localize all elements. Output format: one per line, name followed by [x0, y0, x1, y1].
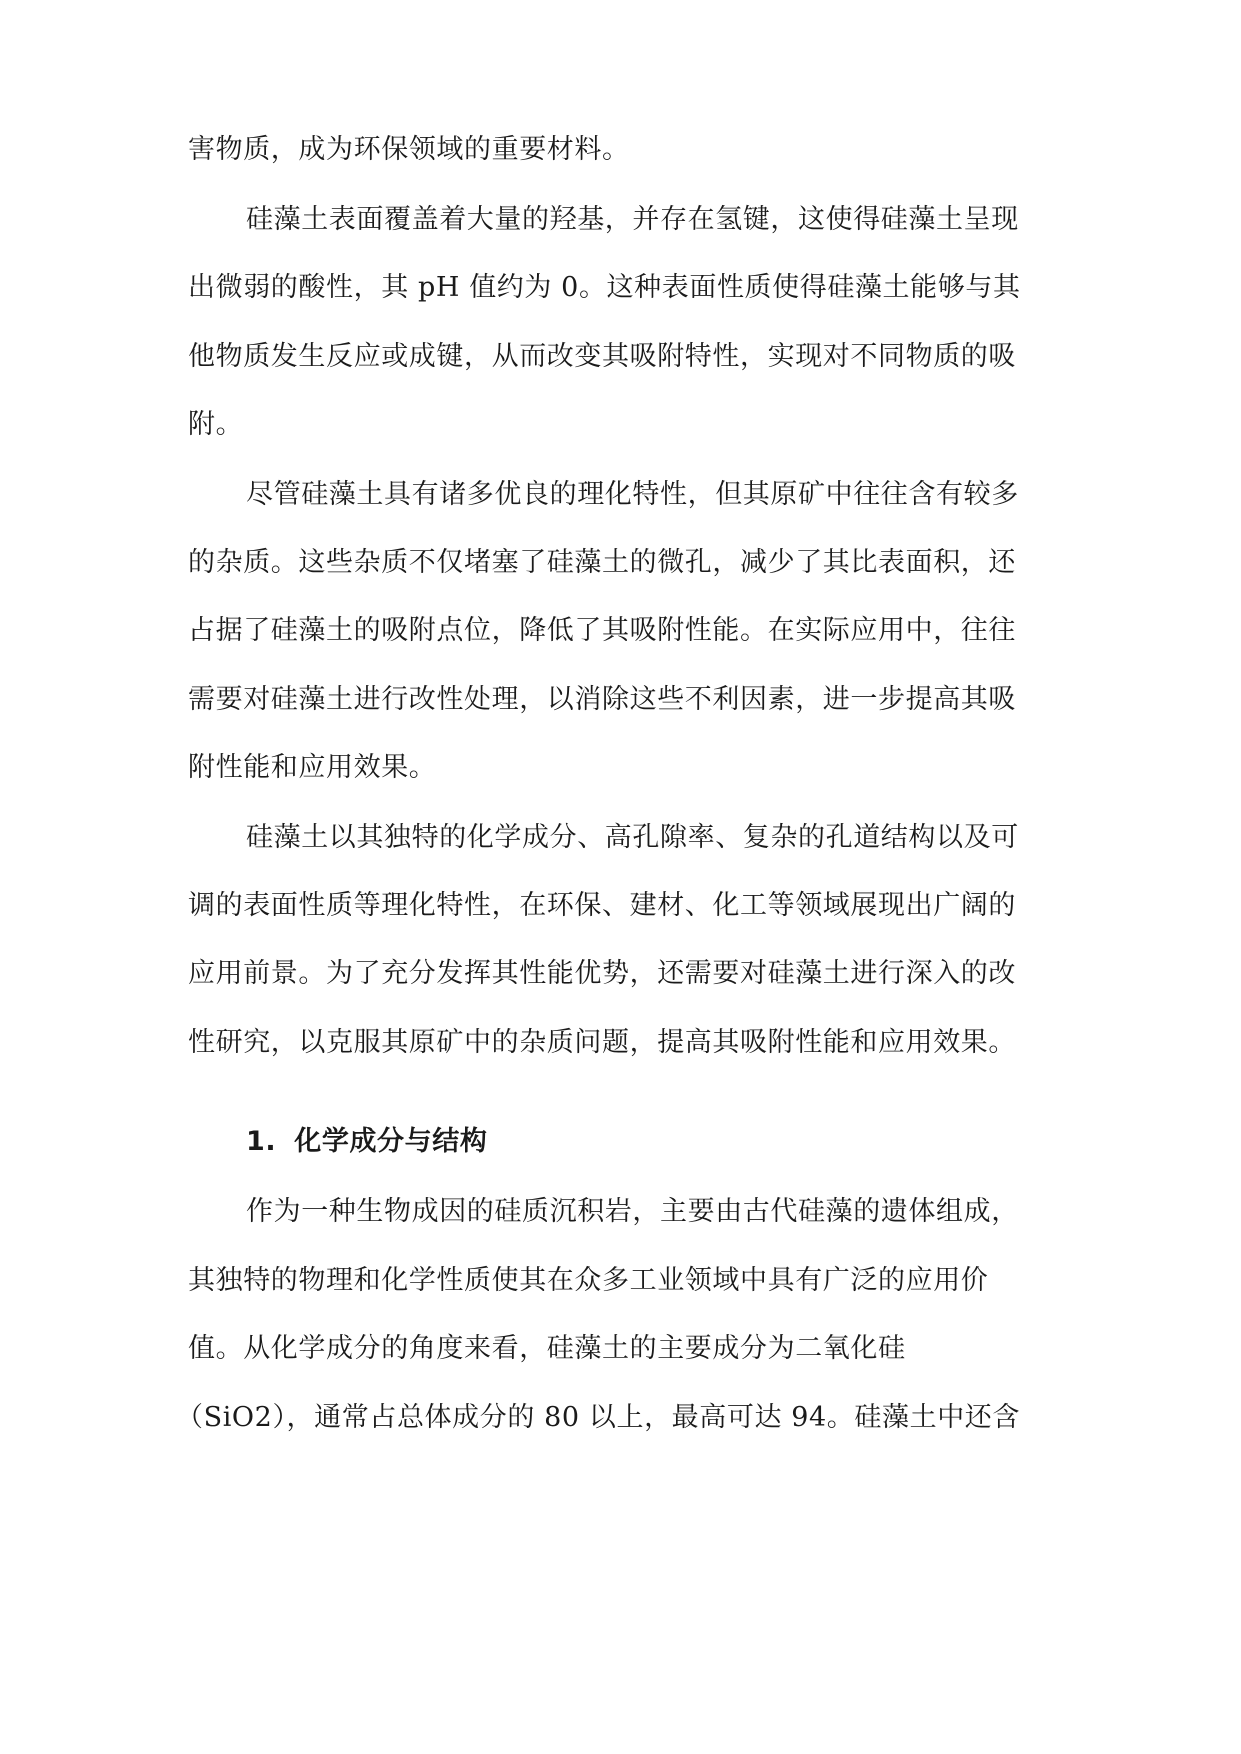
- text-line: 需要对硅藻土进行改性处理，以消除这些不利因素，进一步提高其吸: [188, 684, 1016, 715]
- text-line: 附性能和应用效果。: [188, 752, 437, 783]
- text-line: 值。从化学成分的角度来看，硅藻土的主要成分为二氧化硅: [188, 1333, 906, 1364]
- text-line: 的杂质。这些杂质不仅堵塞了硅藻土的微孔，减少了其比表面积，还: [188, 547, 1016, 578]
- text-line: 占据了硅藻土的吸附点位，降低了其吸附性能。在实际应用中，往往: [188, 615, 1016, 646]
- text-line: 出微弱的酸性，其 pH 值约为 0。这种表面性质使得硅藻土能够与其: [188, 272, 1021, 303]
- text-line: 作为一种生物成因的硅质沉积岩，主要由古代硅藻的遗体组成，: [246, 1196, 1019, 1227]
- section-heading: [246, 1124, 487, 1160]
- text-line: 害物质，成为环保领域的重要材料。: [188, 134, 630, 165]
- text-line: 应用前景。为了充分发挥其性能优势，还需要对硅藻土进行深入的改: [188, 958, 1016, 989]
- text-line: 其独特的物理和化学性质使其在众多工业领域中具有广泛的应用价: [188, 1265, 989, 1296]
- text-line: 尽管硅藻土具有诸多优良的理化特性，但其原矿中往往含有较多: [246, 479, 1019, 510]
- section-number: 1.: [246, 1126, 277, 1157]
- text-line: 调的表面性质等理化特性，在环保、建材、化工等领域展现出广阔的: [188, 890, 1016, 921]
- text-line: 他物质发生反应或成键，从而改变其吸附特性，实现对不同物质的吸: [188, 341, 1016, 372]
- text-line: 性研究，以克服其原矿中的杂质问题，提高其吸附性能和应用效果。: [188, 1027, 1016, 1058]
- text-line: 附。: [188, 409, 244, 440]
- section-title: 化学成分与结构: [294, 1126, 488, 1157]
- text-line: 硅藻土表面覆盖着大量的羟基，并存在氢键，这使得硅藻土呈现: [246, 204, 1019, 235]
- text-line: （SiO2），通常占总体成分的 80 以上，最高可达 94。硅藻土中还含: [176, 1402, 1021, 1433]
- text-line: 硅藻土以其独特的化学成分、高孔隙率、复杂的孔道结构以及可: [246, 822, 1019, 853]
